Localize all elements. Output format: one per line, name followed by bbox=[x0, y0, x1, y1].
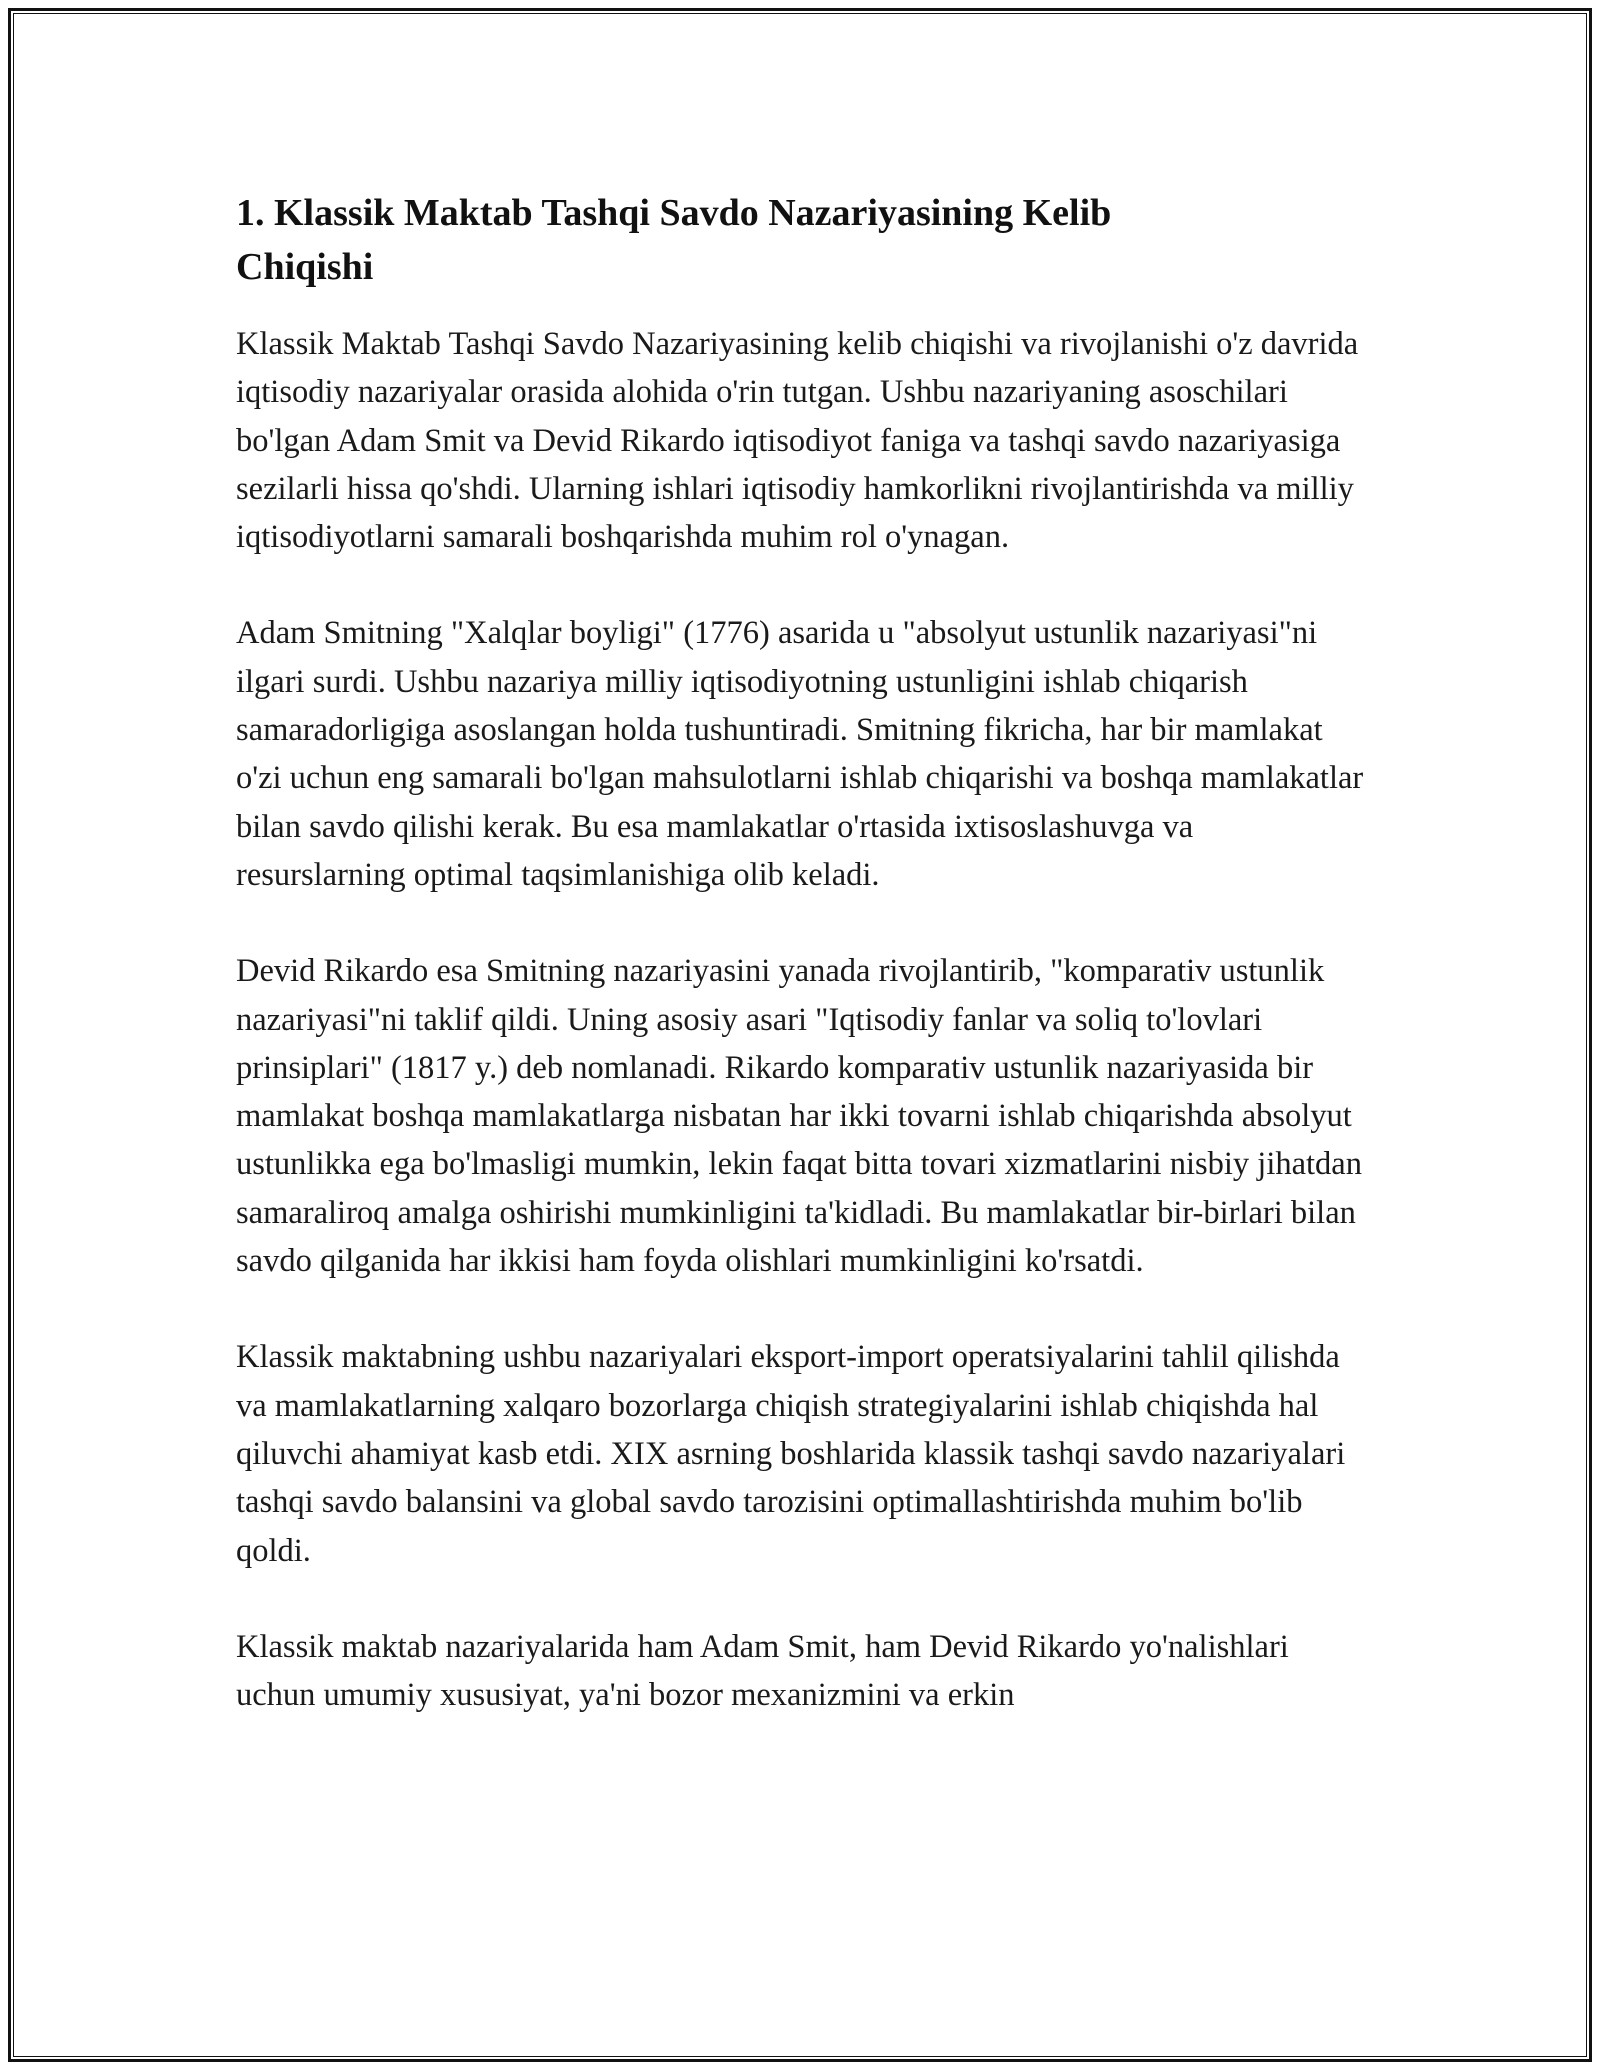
section-title: 1. Klassik Maktab Tashqi Savdo Nazariyasining Kelib Chiqishi bbox=[236, 192, 1112, 288]
paragraph-common-features: Klassik maktab nazariyalarida ham Adam Smit, ham Devid Rikardo yo'nalishlari uchun umumiy xususiyat, ya'ni bozor mexanizmini va erkin bbox=[236, 1628, 1289, 1714]
paragraph-intro: Klassik Maktab Tashqi Savdo Nazariyasining kelib chiqishi va rivojlanishi o'z davrida iqtisodiy nazariyalar orasida alohida o'rin tutgan. Ushbu nazariyaning asoschilari bo'lgan Adam Smit va Devid Rikardo iqtisodiyot faniga va tashqi savdo nazariyasiga sezilarli hissa qo'shdi. Ularning ishlari iqtisodiy hamkorlikni rivojlantirishda va milliy iqtisodiyotlarni samarali boshqarishda muhim rol o'ynagan. bbox=[236, 326, 1359, 556]
paragraph-david-ricardo: Devid Rikardo esa Smitning nazariyasini yanada rivojlantirib, "komparativ ustunlik nazariyasi"ni taklif qildi. Uning asosiy asari "Iqtisodiy fanlar va soliq to'lovlari prinsiplari" (1817 y.) deb nomlanadi. Rikardo komparativ ustunlik nazariyasida bir mamlakat boshqa mamlakatlarga nisbatan har ikki tovarni ishlab chiqarishda absolyut ustunlikka ega bo'lmasligi mumkin, lekin faqat bitta tovari xizmatlarini nisbiy jihatdan samaraliroq amalga oshirishi mumkinligini ta'kidladi. Bu mamlakatlar bir-birlari bilan savdo qilganida har ikkisi ham foyda olishlari mumkinligini ko'rsatdi. bbox=[236, 953, 1362, 1280]
document-body bbox=[236, 186, 1366, 1767]
paragraph-classical-school: Klassik maktabning ushbu nazariyalari eksport-import operatsiyalarini tahlil qilishda va mamlakatlarning xalqaro bozorlarga chiqish strategiyalarini ishlab chiqishda hal qiluvchi ahamiyat kasb etdi. XIX asrning boshlarida klassik tashqi savdo nazariyalari tashqi savdo balansini va global savdo tarozisini optimallashtirishda muhim bo'lib qoldi. bbox=[236, 1339, 1346, 1569]
paragraph-adam-smith: Adam Smitning "Xalqlar boyligi" (1776) asarida u "absolyut ustunlik nazariyasi"ni ilgari surdi. Ushbu nazariya milliy iqtisodiyotning ustunligini ishlab chiqarish samaradorligiga asoslangan holda tushuntiradi. Smitning fikricha, har bir mamlakat o'zi uchun eng samarali bo'lgan mahsulotlarni ishlab chiqarishi va boshqa mamlakatlar bilan savdo qilishi kerak. Bu esa mamlakatlar o'rtasida ixtisoslashuvga va resurslarning optimal taqsimlanishiga olib keladi. bbox=[236, 615, 1364, 893]
